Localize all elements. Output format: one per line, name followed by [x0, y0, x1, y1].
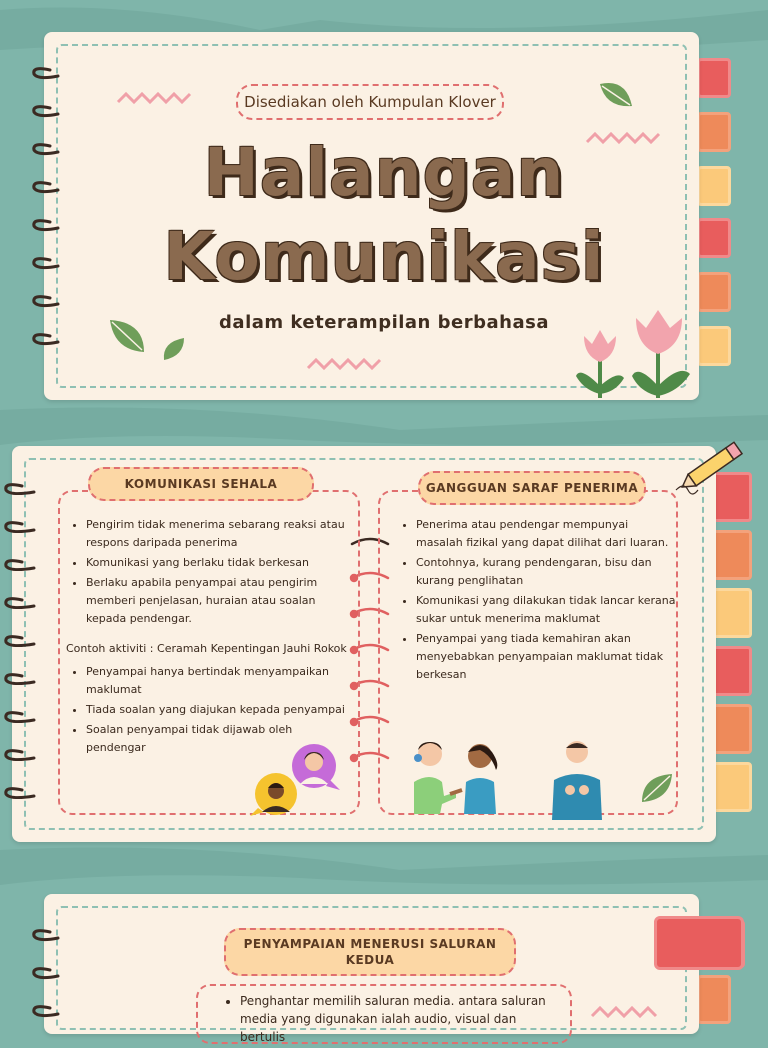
pencil-icon [674, 430, 754, 502]
list-item: • Penghantar memilih saluran media. antara saluran media yang digunakan ialah audio, visual dan bertulis [240, 992, 560, 1046]
list-item: • Soalan penyampai tidak dijawab oleh pendengar [86, 721, 348, 757]
spiral-binding-icon [0, 476, 46, 826]
title-line-1: Halangan [203, 134, 565, 211]
right-bullet-list [398, 516, 678, 686]
sign-language-person-illustration [548, 736, 606, 820]
squiggle-icon [590, 1004, 660, 1020]
list-item: • Komunikasi yang dilakukan tidak lancar kerana sukar untuk menerima maklumat [416, 592, 678, 628]
avatar-listener-icon [248, 770, 300, 820]
subtitle: dalam keterampilan berbahasa [219, 312, 549, 333]
list-item: • Penerima atau pendengar mempunyai masalah fizikal yang dapat dilihat dari luaran. [416, 516, 678, 552]
list-item: • Penyampai hanya bertindak menyampaikan maklumat [86, 663, 348, 699]
heading-gangguan-saraf: GANGGUAN SARAF PENERIMA [418, 471, 646, 505]
leaf-icon [160, 336, 188, 362]
list-item: • Pengirim tidak menerima sebarang reaksi atau respons daripada penerima [86, 516, 348, 552]
credit-text: Disediakan oleh Kumpulan Klover [244, 93, 496, 111]
heading-komunikasi-sehala: KOMUNIKASI SEHALA [88, 467, 314, 501]
title-line-2: Komunikasi [163, 218, 605, 295]
squiggle-icon [116, 90, 192, 108]
leaf-icon [596, 78, 636, 112]
example-label: Contoh aktiviti : Ceramah Kepentingan Jauhi Rokok [66, 642, 347, 655]
list-item: • Tiada soalan yang diajukan kepada penyampai [86, 701, 348, 719]
credit-pill [236, 84, 504, 120]
squiggle-icon [306, 356, 382, 374]
decorative-tab-stack [654, 916, 744, 970]
slide3-bullet [222, 992, 560, 1048]
list-item: • Berlaku apabila penyampai atau pengirim memberi penjelasan, huraian atau soalan kepada pendengar. [86, 574, 348, 628]
spiral-binding-icon [28, 922, 74, 1024]
list-item: • Komunikasi yang berlaku tidak berkesan [86, 554, 348, 572]
people-illustration [404, 736, 508, 816]
left-bullet-list [68, 516, 348, 630]
leaf-icon [638, 770, 676, 806]
list-item: • Contohnya, kurang pendengaran, bisu dan kurang penglihatan [416, 554, 678, 590]
heading-penyampaian: PENYAMPAIAN MENERUSI SALURAN KEDUA [224, 928, 516, 976]
list-item: • Penyampai yang tiada kemahiran akan menyebabkan penyampaian maklumat tidak berkesan [416, 630, 678, 684]
